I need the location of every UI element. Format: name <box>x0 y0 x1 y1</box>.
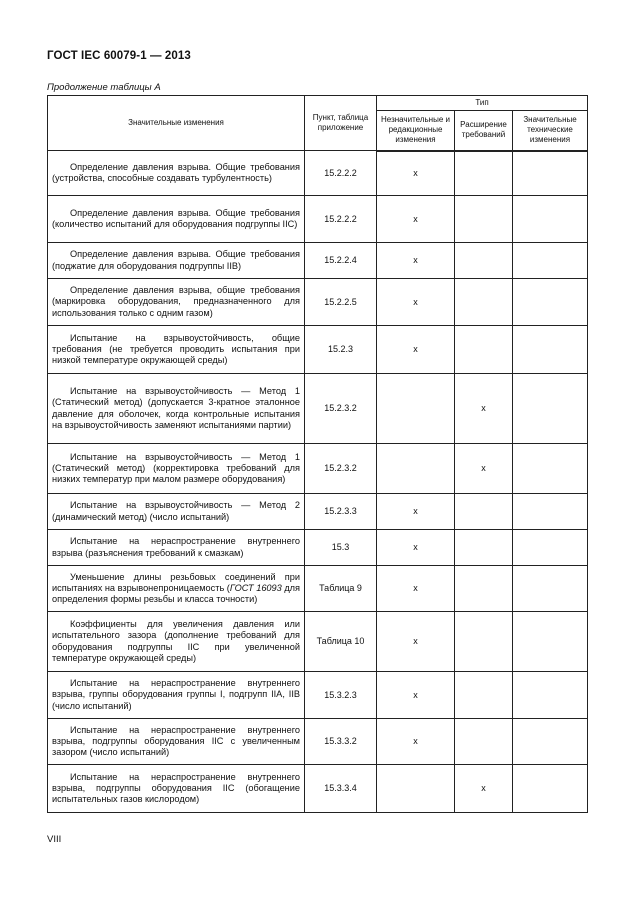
row-description: Испытание на взрывоустойчивость — Метод 1 (Статический метод) (допускается 3-кратное эталонное давление для оболочек, когда контрольные испытания на взрывоустойчивость заменяют испытаниями партии) <box>48 374 305 444</box>
header-extension: Расширение требований <box>455 111 513 151</box>
row-clause: 15.2.2.2 <box>305 151 377 196</box>
table-row <box>48 326 588 374</box>
changes-table <box>47 95 588 813</box>
row-mark-significant <box>513 444 588 494</box>
row-mark-minor: x <box>377 530 455 566</box>
row-mark-minor: x <box>377 566 455 612</box>
row-mark-minor <box>377 444 455 494</box>
row-description: Испытание на нераспространение внутреннего взрыва, подгруппы оборудования IIC (обогащение испытательных газов кислородом) <box>48 765 305 813</box>
row-mark-extension <box>455 279 513 326</box>
row-description-text: Уменьшение длины резьбовых соединений при испытаниях на взрывонепроницаемость ( <box>52 571 300 593</box>
row-mark-significant <box>513 719 588 765</box>
row-mark-minor <box>377 765 455 813</box>
page-number: VIII <box>47 834 62 845</box>
row-description: Определение давления взрыва. Общие требования (поджатие для оборудования подгруппы IIB) <box>48 243 305 279</box>
row-mark-extension <box>455 530 513 566</box>
table-row <box>48 196 588 243</box>
row-mark-significant <box>513 765 588 813</box>
row-mark-minor: x <box>377 279 455 326</box>
row-clause: Таблица 10 <box>305 612 377 672</box>
row-mark-extension <box>455 672 513 719</box>
header-minor-changes: Незначительные и редакционные изменения <box>377 111 455 151</box>
row-mark-significant <box>513 243 588 279</box>
row-mark-extension <box>455 719 513 765</box>
row-mark-minor: x <box>377 326 455 374</box>
row-mark-significant <box>513 612 588 672</box>
table-row <box>48 444 588 494</box>
row-clause: 15.2.2.5 <box>305 279 377 326</box>
row-description: Испытание на нераспространение внутреннего взрыва (разъяснения требований к смазкам) <box>48 530 305 566</box>
row-clause: 15.2.3.3 <box>305 494 377 530</box>
row-clause: 15.3.3.4 <box>305 765 377 813</box>
row-description: Определение давления взрыва. Общие требования (количество испытаний для оборудования подгруппы IIC) <box>48 196 305 243</box>
row-clause: 15.2.3.2 <box>305 444 377 494</box>
row-mark-significant <box>513 494 588 530</box>
row-description-text: для определения формы резьбы и класса точности) <box>52 582 301 605</box>
row-clause: 15.3.2.3 <box>305 672 377 719</box>
row-mark-significant <box>513 326 588 374</box>
row-mark-extension <box>455 196 513 243</box>
row-mark-significant <box>513 530 588 566</box>
table-row <box>48 151 588 196</box>
row-mark-significant <box>513 151 588 196</box>
row-description: Коэффициенты для увеличения давления или испытательного зазора (дополнение требований для оборудования подгруппы IIC при увеличенной температуре окружающей среды) <box>48 612 305 672</box>
header-significant-changes: Значительные технические изменения <box>513 111 588 151</box>
row-description: Испытание на взрывоустойчивость — Метод 1 (Статический метод) (корректировка требований для низких температур при малом размере оборудования) <box>48 444 305 494</box>
row-mark-extension: x <box>455 374 513 444</box>
row-clause: Таблица 9 <box>305 566 377 612</box>
table-row <box>48 530 588 566</box>
table-row <box>48 719 588 765</box>
row-description: Испытание на нераспространение внутреннего взрыва, группы оборудования группы I, подгрупп IIA, IIB (число испытаний) <box>48 672 305 719</box>
header-type: Тип <box>377 96 588 111</box>
table-row <box>48 279 588 326</box>
standard-reference: ГОСТ 16093 <box>229 582 282 593</box>
row-mark-significant <box>513 196 588 243</box>
row-clause: 15.3 <box>305 530 377 566</box>
row-mark-minor: x <box>377 151 455 196</box>
row-mark-minor: x <box>377 719 455 765</box>
table-continuation-label: Продолжение таблицы А <box>47 82 161 93</box>
row-clause: 15.2.3 <box>305 326 377 374</box>
row-description: Определение давления взрыва. Общие требования (устройства, способные создавать турбулентность) <box>48 151 305 196</box>
row-clause: 15.3.3.2 <box>305 719 377 765</box>
header-clause: Пункт, таблица приложение <box>305 96 377 151</box>
row-clause: 15.2.2.2 <box>305 196 377 243</box>
row-mark-minor: x <box>377 612 455 672</box>
table-row <box>48 566 588 612</box>
table-row <box>48 672 588 719</box>
row-mark-significant <box>513 279 588 326</box>
row-mark-extension <box>455 566 513 612</box>
row-clause: 15.2.2.4 <box>305 243 377 279</box>
row-mark-significant <box>513 566 588 612</box>
table-row <box>48 765 588 813</box>
row-description: Испытание на взрывоустойчивость, общие требования (не требуется проводить испытания при низкой температуре окружающей среды) <box>48 326 305 374</box>
header-changes: Значительные изменения <box>48 96 305 151</box>
row-description: Испытание на взрывоустойчивость — Метод 2 (динамический метод) (число испытаний) <box>48 494 305 530</box>
row-mark-minor: x <box>377 196 455 243</box>
row-mark-extension <box>455 326 513 374</box>
document-standard-code: ГОСТ IEC 60079-1 — 2013 <box>47 50 191 62</box>
row-description: Испытание на нераспространение внутреннего взрыва, подгруппы оборудования IIC с увеличенным зазором (число испытаний) <box>48 719 305 765</box>
row-mark-extension <box>455 612 513 672</box>
row-mark-minor: x <box>377 494 455 530</box>
row-mark-extension <box>455 151 513 196</box>
row-mark-extension <box>455 494 513 530</box>
row-mark-significant <box>513 672 588 719</box>
table-row <box>48 494 588 530</box>
table-row <box>48 374 588 444</box>
row-clause: 15.2.3.2 <box>305 374 377 444</box>
row-mark-minor: x <box>377 672 455 719</box>
row-mark-extension: x <box>455 765 513 813</box>
row-mark-minor <box>377 374 455 444</box>
row-mark-significant <box>513 374 588 444</box>
table-row <box>48 612 588 672</box>
row-mark-extension: x <box>455 444 513 494</box>
row-mark-minor: x <box>377 243 455 279</box>
row-description <box>48 566 305 612</box>
row-description: Определение давления взрыва, общие требования (маркировка оборудования, предназначенного для использования только с одним газом) <box>48 279 305 326</box>
table-row <box>48 243 588 279</box>
row-mark-extension <box>455 243 513 279</box>
